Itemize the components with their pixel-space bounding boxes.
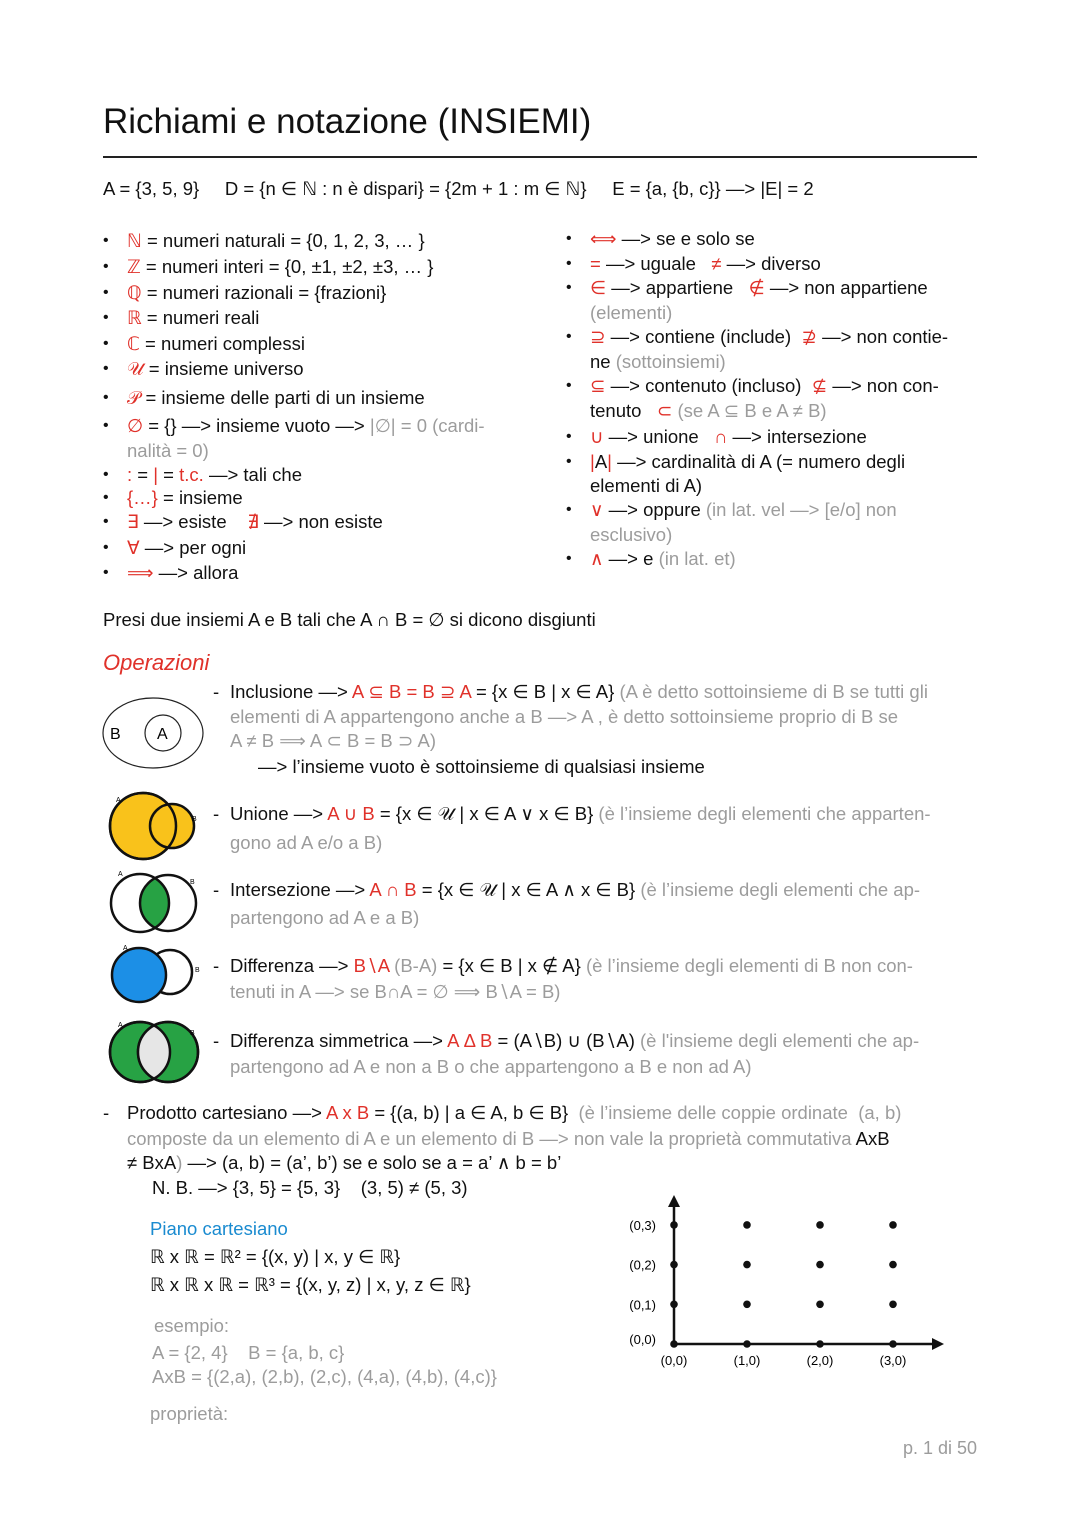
symbol-text: ℕ [127,230,142,251]
note-text: composte da un elemento di A e un elemento di B —> non vale la proprietà commutativa [127,1128,856,1149]
symbol-text: ∅ [127,415,144,436]
symbol-text: ⊇ [590,326,606,347]
text: A [594,451,608,472]
bullet-icon: • [103,539,109,556]
text: —> appartiene [606,277,749,298]
plot-point [889,1301,897,1309]
symbol-text: A x B [326,1102,370,1123]
symbol-text: 𝒰 [127,358,144,379]
text: —> l’insieme vuoto è sottoinsieme di qualsiasi insieme [258,756,705,777]
text: —> se e solo se [616,228,755,249]
note-text: elementi di A appartengono anche a B —> A , è detto sottoinsieme proprio di B se [230,706,898,727]
note-text: (è l’insieme degli elementi che apparten- [598,803,931,824]
svg-text:A: A [118,1022,123,1029]
text: Differenza —> [230,955,354,976]
plot-point [816,1261,824,1269]
bullet-icon: • [566,377,572,394]
symbol-text: ⊉ [801,326,817,347]
note-text: (è l’insieme delle coppie ordinate (a, b) [578,1102,902,1123]
plot-point [743,1221,751,1229]
text: Presi due insiemi A e B tali che A ∩ B = ∅ si dicono disgiunti [103,609,596,630]
symbol-text: ℚ [127,282,142,303]
text: —> per ogni [139,537,247,558]
section-heading-operazioni: Operazioni [103,650,210,675]
y-axis-arrow-icon [668,1195,680,1207]
text: —> contenuto (incluso) [605,375,812,396]
text: = numeri complessi [139,333,305,354]
text: —> contiene (include) [605,326,802,347]
note-text: ) [176,1152,183,1173]
x-tick-label: (0,0) [660,1353,688,1368]
note-text: (è l'insieme degli elementi che ap- [640,1030,920,1051]
symbol-text: ∃ [127,511,139,532]
symbol-text: : [127,464,133,485]
symbol-text: ℤ [127,256,141,277]
properties-label: proprietà: [150,1403,229,1424]
text: Differenza simmetrica —> [230,1030,448,1051]
note-text: |∅| = 0 (cardi- [369,415,485,436]
text: —> diverso [721,253,821,274]
symbol-text: t.c. [179,464,204,485]
text: = {} —> insieme vuoto —> [143,415,370,436]
symbol-text: ∈ [590,277,607,298]
symbol-text: ∧ [590,548,604,569]
symbol-text: | [590,451,595,472]
svg-text:B: B [190,879,195,886]
text: Unione —> [230,803,328,824]
page-title: Richiami e notazione (INSIEMI) [103,102,592,141]
plot-point [670,1301,678,1309]
text: —> (a, b) = (a’, b’) se e solo se a = a’ ∧ b = b’ [182,1152,562,1173]
bullet-icon: • [566,328,572,345]
note-text: (in lat. et) [658,548,736,569]
symbol-text: 𝒫 [127,387,141,408]
svg-text:B: B [192,816,197,823]
y-tick-label: (0,2) [629,1257,656,1273]
bullet-icon: • [566,501,572,518]
plot-point [816,1340,824,1348]
text: A = {3, 5, 9} D = {n ∈ ℕ : n è dispari} = {2m + 1 : m ∈ ℕ} E = {a, {b, c}} —> |E| = 2 [103,178,814,199]
bullet-icon: • [566,230,572,247]
note-text: esclusivo) [590,524,673,545]
text: —> e [603,548,659,569]
symbol-text: ∀ [127,537,140,558]
plot-point [816,1301,824,1309]
text: —> intersezione [727,426,867,447]
plot-point [670,1340,678,1348]
text: = numeri interi = {0, ±1, ±2, ±3, … } [140,256,434,277]
note-text: partengono ad A e a B) [230,907,420,928]
note-text: tenuti in A —> se B∩A = ∅ ⟹ B∖A = B) [230,981,561,1002]
text: = {x ∈ B | x ∈ A} [470,681,620,702]
note-text: A ≠ B ⟹ A ⊂ B = B ⊃ A) [230,730,436,751]
symbol-text: ⟹ [127,562,154,583]
bullet-icon: • [103,284,109,301]
text: = numeri naturali = {0, 1, 2, 3, … } [141,230,425,251]
bullet-icon: • [103,232,109,249]
symbol-text: A Δ B [447,1030,493,1051]
bullet-icon: • [566,255,572,272]
text: = insieme [157,487,243,508]
symbol-text: ∉ [748,277,765,298]
text: Inclusione —> [230,681,352,702]
text: = {(a, b) | a ∈ A, b ∈ B} [369,1102,579,1123]
symbol-text: ⊂ [656,400,673,421]
text: —> tali che [203,464,303,485]
svg-text:A: A [123,945,128,952]
symbol-text: B∖A [353,955,390,976]
bullet-icon: • [103,417,109,434]
text: —> non contie- [816,326,949,347]
symbol-text: ≠ [711,253,722,274]
plot-point [889,1221,897,1229]
bullet-icon: • [103,309,109,326]
symbol-text: A ∪ B [327,803,375,824]
example-product: AxB = {(2,a), (2,b), (2,c), (4,a), (4,b), (4,c)} [152,1366,497,1387]
bullet-icon: • [566,279,572,296]
venn-label-a: A [157,726,168,743]
symbol-text: ∩ [714,426,728,447]
bullet-icon: • [103,258,109,275]
plot-point [670,1221,678,1229]
symbol-text: ⊆ [590,375,606,396]
text: —> non appartiene [764,277,928,298]
symbol-text: A ⊆ B = B ⊇ A [351,681,471,702]
plot-point [889,1340,897,1348]
symbol-text: ⟺ [590,228,617,249]
bullet-icon: • [103,513,109,530]
symbol-text: ∄ [247,511,259,532]
note-text: (è l’insieme degli elementi che ap- [640,879,921,900]
svg-text:A: A [116,797,121,804]
note-text: (se A ⊆ B e A ≠ B) [672,400,827,421]
text: = [158,464,180,485]
piano-cartesiano-title: Piano cartesiano [150,1218,288,1239]
bullet-icon: • [103,466,109,483]
example-label: esempio: [154,1315,230,1336]
symbol-text: ⊈ [811,375,828,396]
note-text: (è l’insieme degli elementi di B non con- [585,955,913,976]
text: = {x ∈ 𝒰 | x ∈ A ∨ x ∈ B} [374,803,599,824]
bullet-icon: • [566,453,572,470]
plot-point [889,1261,897,1269]
bullet-icon: • [566,550,572,567]
symbol-text: ∪ [590,426,604,447]
note-text: (sottoinsiemi) [615,351,726,372]
y-tick-label: (0,0) [629,1332,656,1347]
plot-point [816,1221,824,1229]
x-tick-label: (1,0) [733,1353,761,1368]
symbol-text: | [153,464,159,485]
text: = (A∖B) ∪ (B∖A) [492,1030,640,1051]
symbol-text: = [590,253,601,274]
svg-text:B: B [190,1030,195,1037]
symbol-text: {…} [127,487,158,508]
text: = insieme delle parti di un insieme [140,387,425,408]
note-text: nalità = 0) [127,440,209,461]
bullet-icon: • [566,428,572,445]
plot-point [743,1301,751,1309]
text: = insieme universo [143,358,304,379]
text: —> allora [153,562,239,583]
page-number: p. 1 di 50 [902,1438,977,1458]
svg-text:A: A [118,871,123,878]
text: —> non con- [827,375,939,396]
x-tick-label: (2,0) [806,1353,834,1368]
text: —> esiste [138,511,248,532]
bullet-icon: • [103,335,109,352]
text: = {x ∈ 𝒰 | x ∈ A ∧ x ∈ B} [416,879,641,900]
symbol-text: ∨ [590,499,604,520]
r2-definition: ℝ x ℝ = ℝ² = {(x, y) | x, y ∈ ℝ} [150,1246,401,1267]
document-page: Richiami e notazione (INSIEMI) A = {3, 5, 9} D = {n ∈ ℕ : n è dispari} = {2m + 1 : m ∈ ℕ} E = {a, {b, c}} —> |E| = 2 • ℕ = numeri naturali = {0, 1, 2, 3, … } • ℤ = numeri interi = {0, ±1, ±2, ±3, … } • ℚ = numeri razionali = {frazioni} • ℝ = numeri reali • ℂ = numeri complessi • 𝒰 = insieme universo • 𝒫 = insieme delle parti di un insieme • ∅ = {} —> insieme vuoto —> |∅| = 0 (cardi- nalità = 0) • : = | = t.c. —> tali che • {…} = insieme • ∃ —> esiste ∄ —> non esiste • ∀ —> per ogni • ⟹ —> allora • ⟺ —> se e solo se • = —> uguale ≠ —> diverso • ∈ —> appartiene ∉ —> non appartiene (elementi) • ⊇ —> contiene (include) ⊉ —> non contie- ne (sottoinsiemi) • ⊆ —> contenuto (incluso) ⊈ —> non con- tenuto ⊂ (se A ⊆ B e A ≠ B) • ∪ —> unione ∩ —> intersezione • |A| —> cardinalità di A (= numero degli elementi di A) • ∨ —> oppure (in lat. vel —> [e/o] non esclusivo) • ∧ —> e (in lat. et) Presi due insiemi A e B tali che A ∩ B = ∅ si dicono disgiunti Operazioni B A A B A B A B A B - Inclusione —> A ⊆ B = B ⊇ A = {x ∈ B | x ∈ A} (A è detto sottoinsieme di B se tutti gli elementi di A appartengono anche a B —> A , è detto sottoinsieme proprio di B se A ≠ B ⟹ A ⊂ B = B ⊃ A) —> l’insieme vuoto è sottoinsieme di qualsiasi insieme - Unione —> A ∪ B = {x ∈ 𝒰 | x ∈ A ∨ x ∈ B} (è l’insieme degli elementi che apparten- gono ad A e/o a B) - Intersezione —> A ∩ B = {x ∈ 𝒰 | x ∈ A ∧ x ∈ B} (è l’insieme degli elementi che ap- partengono ad A e a B) - Differenza —> B∖A (B-A) = {x ∈ B | x ∉ A} (è l’insieme degli elementi di B non con- tenuti in A —> se B∩A = ∅ ⟹ B∖A = B) - Differenza simmetrica —> A Δ B = (A∖B) ∪ (B∖A) (è l'insieme degli elementi che ap- partengono ad A e non a B o che appartengono a B e non ad A) - Prodotto cartesiano —> A x B = {(a, b) | a ∈ A, b ∈ B} (è l’insieme delle coppie ordinate (a, b) composte da un elemento di A e un elemento di B —> non vale la proprietà commutativa AxB ≠ BxA) —> (a, b) = (a’, b’) se e solo se a = a’ ∧ b = b’ N. B. —> {3, 5} = {5, 3} (3, 5) ≠ (5, 3) Piano cartesiano ℝ x ℝ = ℝ² = {(x, y) | x, y ∈ ℝ} ℝ x ℝ x ℝ = ℝ³ = {(x, y, z) | x, y, z ∈ ℝ} esempio: A = {2, 4} B = {a, b, c} AxB = {(2,a), (2,b), (2,c), (4,a), (4,b), (4,c)} proprietà: (0,0) (1,0) (2,0) (3,0) (0,0) (0,1) (0,2) (0,3) p. 1 di 50 [0,0,1080,1527]
note-text: (in lat. vel —> [e/o] non [705,499,897,520]
note-text: gono ad A e/o a B) [230,832,383,853]
bullet-icon: • [103,360,109,377]
text: ne [590,351,616,372]
x-tick-label: (3,0) [879,1353,907,1368]
plot-point [743,1340,751,1348]
r3-definition: ℝ x ℝ x ℝ = ℝ³ = {(x, y, z) | x, y, z ∈ ℝ} [150,1274,471,1295]
symbol-text: ℂ [127,333,140,354]
text: Prodotto cartesiano —> [127,1102,326,1123]
text: = numeri razionali = {frazioni} [141,282,387,303]
text: Intersezione —> [230,879,370,900]
text: N. B. —> {3, 5} = {5, 3} (3, 5) ≠ (5, 3) [152,1177,468,1198]
y-tick-label: (0,1) [629,1297,656,1313]
text: = {x ∈ B | x ∉ A} [437,955,586,976]
example-sets: A = {2, 4} B = {a, b, c} [152,1342,345,1363]
symbol-text: ℝ [127,307,142,328]
text: —> oppure [603,499,706,520]
text: —> non esiste [258,511,383,532]
note-text: (B-A) [389,955,438,976]
text: ≠ BxA [127,1152,177,1173]
plot-point [670,1261,678,1269]
svg-text:B: B [195,967,200,974]
symbol-text: | [607,451,612,472]
symbol-text: A ∩ B [369,879,417,900]
y-tick-label: (0,3) [629,1217,656,1233]
text: AxB [855,1128,890,1149]
bullet-icon: • [103,564,109,581]
text: —> uguale [600,253,712,274]
venn-label-b: B [110,726,121,743]
x-axis-arrow-icon [932,1338,944,1350]
text: —> unione [603,426,715,447]
text: —> cardinalità di A (= numero degli [611,451,906,472]
note-text: partengono ad A e non a B o che appartengono a B e non ad A) [230,1056,752,1077]
text: elementi di A) [590,475,703,496]
bullet-icon: • [103,489,109,506]
plot-point [743,1261,751,1269]
text: tenuto [590,400,657,421]
text: = numeri reali [141,307,260,328]
note-text: (A è detto sottoinsieme di B se tutti gli [619,681,928,702]
bullet-icon: • [103,389,109,406]
text: = [132,464,154,485]
note-text: (elementi) [590,302,673,323]
